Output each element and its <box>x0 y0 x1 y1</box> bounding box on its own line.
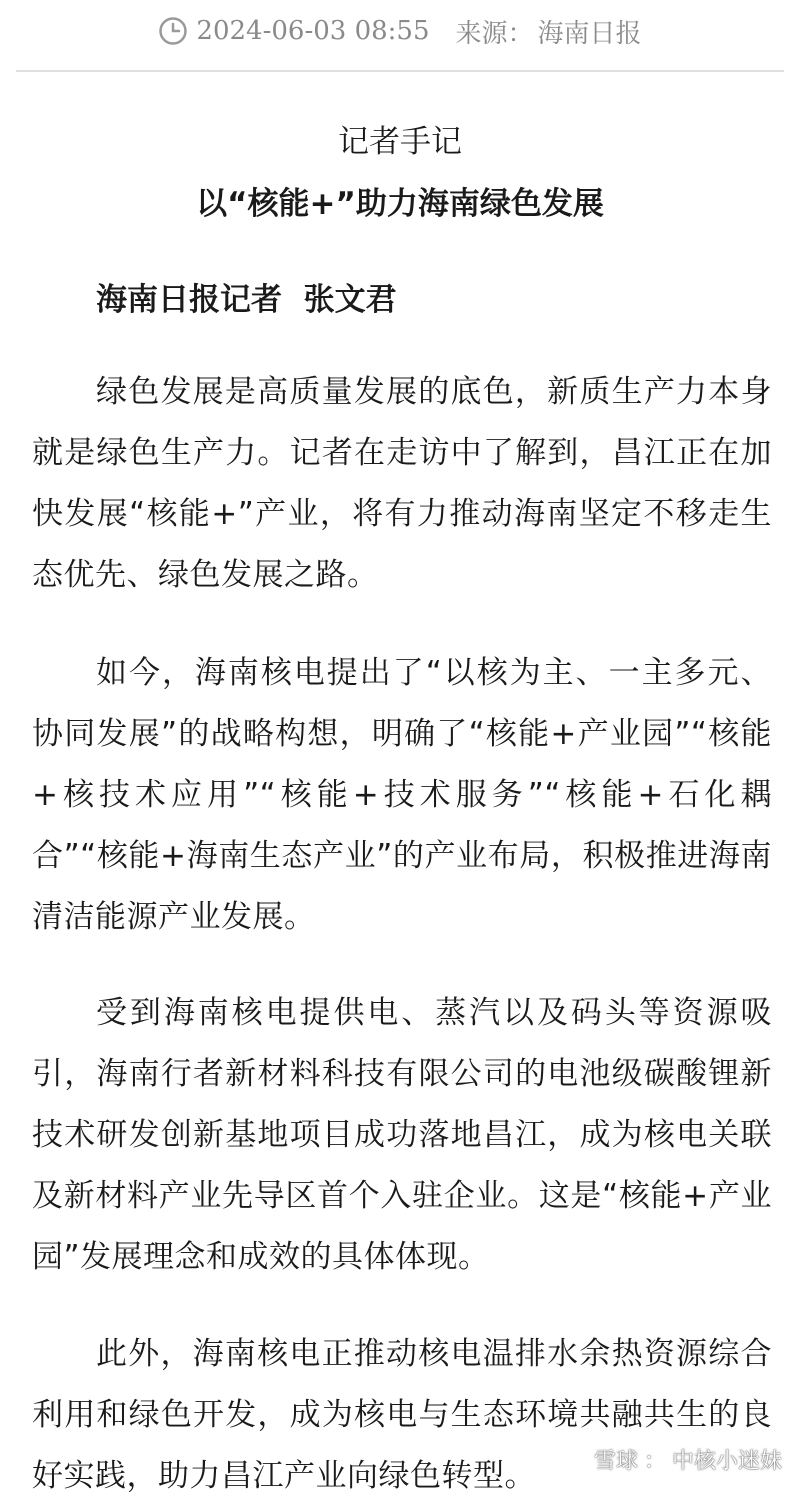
watermark <box>562 1444 782 1475</box>
snowball-logo-icon <box>562 1447 588 1473</box>
article-meta <box>0 0 800 62</box>
article-paragraph: 绿色发展是高质量发展的底色，新质生产力本身就是绿色生产力。记者在走访中了解到，昌江正在加快发展“核能+”产业，将有力推动海南坚定不移走生态优先、绿色发展之路。 <box>32 374 772 593</box>
watermark-platform: 雪球 <box>593 1449 638 1474</box>
article-paragraph: 如今，海南核电提出了“以核为主、一主多元、协同发展”的战略构想，明确了“核能+产业园”“核能+核技术应用”“核能+技术服务”“核能+石化耦合”“核能+海南生态产业”的产业布局，积极推进海南清洁能源产业发展。 <box>32 655 772 935</box>
watermark-separator: ： <box>643 1449 666 1474</box>
article-paragraph: 受到海南核电提供电、蒸汽以及码头等资源吸引，海南行者新材料科技有限公司的电池级碳酸锂新技术研发创新基地项目成功落地昌江，成为核电关联及新材料产业先导区首个入驻企业。这是“核能+产业园”发展理念和成效的具体体现。 <box>32 995 772 1275</box>
header-divider <box>16 70 784 72</box>
article-paragraph: 此外，海南核电正推动核电温排水余热资源综合利用和绿色开发，成为核电与生态环境共融共生的良好实践，助力昌江产业向绿色转型。 <box>32 1336 772 1494</box>
source-name: 海南日报 <box>537 18 642 49</box>
article-title: 以“核能+”助力海南绿色发展 <box>196 186 604 222</box>
clock-icon <box>158 16 188 46</box>
publish-date: 2024-06-03 08:55 <box>196 16 430 46</box>
source-label: 来源： <box>455 18 534 49</box>
article-byline: 海南日报记者 张文君 <box>96 282 397 318</box>
article-kicker: 记者手记 <box>338 124 462 160</box>
watermark-author: 中核小迷妹 <box>671 1449 782 1474</box>
